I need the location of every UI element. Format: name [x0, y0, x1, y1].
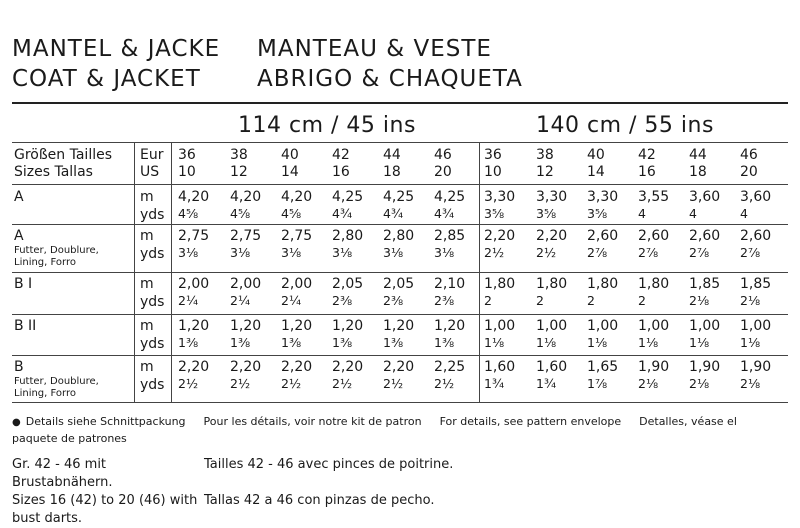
metre-value: 3,60: [689, 189, 721, 205]
title-english: COAT & JACKET: [12, 66, 201, 92]
yard-value: 4: [638, 206, 646, 221]
yard-value: 2⅛: [638, 376, 659, 391]
yard-value: 2: [484, 293, 492, 308]
table-top-rule: [12, 142, 788, 143]
metre-value: 2,00: [281, 276, 313, 292]
size-header-label: Größen Tailles: [14, 147, 113, 163]
us-size: 20: [434, 164, 452, 180]
metre-value: 2,60: [740, 228, 772, 244]
us-size: 16: [638, 164, 656, 180]
note-french: Tailles 42 - 46 avec pinces de poitrine.: [204, 457, 454, 472]
metre-value: 1,20: [332, 318, 364, 334]
us-size: 10: [178, 164, 196, 180]
metre-value: 2,60: [587, 228, 619, 244]
metre-value: 2,75: [281, 228, 313, 244]
yard-value: 2⅞: [740, 245, 761, 260]
metre-value: 1,20: [281, 318, 313, 334]
yard-value: 2½: [536, 245, 557, 260]
eur-size: 42: [332, 147, 350, 163]
note-german: Gr. 42 - 46 mit Brustabnähern.: [12, 457, 113, 490]
title-divider: [12, 102, 788, 104]
note-spanish: Tallas 42 a 46 con pinzas de pecho.: [204, 493, 435, 508]
lining-label: Lining, Forro: [14, 257, 76, 268]
yard-value: 2⅛: [740, 376, 761, 391]
yard-value: 2½: [230, 376, 251, 391]
eur-size: 44: [689, 147, 707, 163]
yard-value: 2½: [383, 376, 404, 391]
metre-value: 3,30: [587, 189, 619, 205]
eur-size: 42: [638, 147, 656, 163]
footnote-french: Pour les détails, voir notre kit de patron: [203, 415, 422, 428]
metre-value: 2,80: [383, 228, 415, 244]
metre-value: 1,00: [689, 318, 721, 334]
yard-unit-label: yds: [140, 377, 165, 393]
metre-value: 2,20: [383, 359, 415, 375]
row-divider: [12, 355, 788, 356]
metre-unit-label: m: [140, 359, 154, 375]
yard-value: 2½: [434, 376, 455, 391]
metre-value: 4,20: [178, 189, 210, 205]
lining-label: Lining, Forro: [14, 388, 76, 399]
yard-value: 1⅛: [689, 335, 710, 350]
yard-value: 2: [587, 293, 595, 308]
yard-value: 2⅜: [434, 293, 455, 308]
eur-size: 38: [536, 147, 554, 163]
yard-value: 4⅝: [178, 206, 199, 221]
yard-value: 2½: [281, 376, 302, 391]
yard-value: 2⅞: [638, 245, 659, 260]
metre-value: 1,00: [740, 318, 772, 334]
yard-value: 2½: [332, 376, 353, 391]
yard-value: 2⅜: [383, 293, 404, 308]
yard-value: 4¾: [434, 206, 455, 221]
metre-value: 2,20: [230, 359, 262, 375]
metre-value: 2,25: [434, 359, 466, 375]
metre-value: 1,20: [178, 318, 210, 334]
metre-value: 1,00: [587, 318, 619, 334]
metre-value: 4,20: [281, 189, 313, 205]
yard-value: 1⅜: [281, 335, 302, 350]
table-bottom-rule: [12, 402, 788, 403]
yard-value: 3⅛: [281, 245, 302, 260]
us-size: 16: [332, 164, 350, 180]
yard-value: 1¾: [484, 376, 505, 391]
metre-value: 1,00: [484, 318, 516, 334]
yard-value: 1⅜: [230, 335, 251, 350]
eur-size: 40: [281, 147, 299, 163]
title-spanish: ABRIGO & CHAQUETA: [257, 66, 523, 92]
yard-value: 1⅛: [740, 335, 761, 350]
metre-value: 4,25: [332, 189, 364, 205]
metre-value: 4,25: [434, 189, 466, 205]
yard-value: 1⅜: [383, 335, 404, 350]
eur-size: 44: [383, 147, 401, 163]
piece-label: B I: [14, 276, 33, 292]
yard-value: 1⅜: [178, 335, 199, 350]
metre-value: 2,60: [689, 228, 721, 244]
metre-unit-label: m: [140, 318, 154, 334]
piece-label: A: [14, 228, 24, 244]
yard-value: 2⅞: [587, 245, 608, 260]
us-size: 12: [536, 164, 554, 180]
lining-label: Futter, Doublure,: [14, 245, 99, 256]
footnote-german: Details siehe Schnittpackung: [25, 415, 186, 428]
piece-label: B II: [14, 318, 37, 334]
yard-value: 1⅜: [332, 335, 353, 350]
us-size: 14: [281, 164, 299, 180]
bust-dart-notes: [12, 456, 453, 528]
metre-value: 3,55: [638, 189, 670, 205]
yard-value: 4: [740, 206, 748, 221]
eur-size: 38: [230, 147, 248, 163]
metre-value: 1,80: [587, 276, 619, 292]
fabric-width-114: 114 cm / 45 ins: [238, 113, 416, 138]
note-english: Sizes 16 (42) to 20 (46) with bust darts.: [12, 493, 198, 526]
yard-value: 4⅝: [230, 206, 251, 221]
fabric-width-140: 140 cm / 55 ins: [536, 113, 714, 138]
yard-value: 3⅛: [383, 245, 404, 260]
yard-value: 2⅛: [740, 293, 761, 308]
metre-value: 3,30: [484, 189, 516, 205]
metre-value: 1,60: [536, 359, 568, 375]
metre-value: 2,60: [638, 228, 670, 244]
eur-unit-label: Eur: [140, 147, 164, 163]
metre-value: 2,80: [332, 228, 364, 244]
metre-value: 3,30: [536, 189, 568, 205]
metre-unit-label: m: [140, 276, 154, 292]
metre-value: 2,05: [383, 276, 415, 292]
metre-value: 2,00: [178, 276, 210, 292]
row-divider: [12, 224, 788, 225]
metre-value: 2,75: [230, 228, 262, 244]
title-french: MANTEAU & VESTE: [257, 36, 492, 62]
metre-value: 4,25: [383, 189, 415, 205]
yard-value: 3⅛: [230, 245, 251, 260]
yard-value: 2¼: [230, 293, 251, 308]
bullet-icon: ●: [12, 417, 21, 428]
us-unit-label: US: [140, 164, 160, 180]
metre-value: 1,20: [434, 318, 466, 334]
metre-value: 1,60: [484, 359, 516, 375]
metre-value: 1,20: [383, 318, 415, 334]
us-size: 14: [587, 164, 605, 180]
yard-value: 3⅛: [332, 245, 353, 260]
yard-value: 2: [638, 293, 646, 308]
pattern-details-footnote: [12, 414, 772, 447]
eur-size: 46: [740, 147, 758, 163]
eur-size: 36: [178, 147, 196, 163]
yard-value: 1⅛: [484, 335, 505, 350]
chart-title: [12, 34, 523, 94]
row-divider: [12, 184, 788, 185]
yard-value: 4⅝: [281, 206, 302, 221]
metre-unit-label: m: [140, 228, 154, 244]
eur-size: 36: [484, 147, 502, 163]
eur-size: 46: [434, 147, 452, 163]
metre-value: 2,05: [332, 276, 364, 292]
us-size: 18: [689, 164, 707, 180]
metre-value: 2,00: [230, 276, 262, 292]
metre-value: 4,20: [230, 189, 262, 205]
yard-value: 1¾: [536, 376, 557, 391]
yard-value: 1⅛: [587, 335, 608, 350]
metre-value: 1,90: [638, 359, 670, 375]
metre-value: 1,90: [689, 359, 721, 375]
size-header-label: Sizes Tallas: [14, 164, 93, 180]
us-size: 10: [484, 164, 502, 180]
yard-value: 3⅝: [484, 206, 505, 221]
yard-unit-label: yds: [140, 294, 165, 310]
yard-unit-label: yds: [140, 336, 165, 352]
footnote-english: For details, see pattern envelope: [439, 415, 622, 428]
title-german: MANTEL & JACKE: [12, 36, 221, 62]
footnote-spanish: Detalles, véase el paquete de patrones: [12, 415, 737, 445]
piece-label: A: [14, 189, 24, 205]
eur-size: 40: [587, 147, 605, 163]
yard-value: 1⅜: [434, 335, 455, 350]
metre-value: 2,20: [536, 228, 568, 244]
lining-label: Futter, Doublure,: [14, 376, 99, 387]
metre-value: 2,10: [434, 276, 466, 292]
yard-value: 2¼: [178, 293, 199, 308]
metre-value: 2,75: [178, 228, 210, 244]
metre-value: 2,20: [178, 359, 210, 375]
yard-unit-label: yds: [140, 246, 165, 262]
metre-value: 2,20: [281, 359, 313, 375]
metre-value: 1,80: [638, 276, 670, 292]
yard-value: 3⅛: [434, 245, 455, 260]
metre-value: 2,85: [434, 228, 466, 244]
metre-value: 1,00: [536, 318, 568, 334]
yard-value: 2⅞: [689, 245, 710, 260]
metre-value: 1,85: [689, 276, 721, 292]
yard-value: 4¾: [383, 206, 404, 221]
us-size: 20: [740, 164, 758, 180]
metre-value: 1,65: [587, 359, 619, 375]
row-divider: [12, 314, 788, 315]
metre-value: 2,20: [332, 359, 364, 375]
yard-value: 2⅜: [332, 293, 353, 308]
yard-value: 2½: [178, 376, 199, 391]
us-size: 12: [230, 164, 248, 180]
metre-value: 1,00: [638, 318, 670, 334]
piece-label: B: [14, 359, 24, 375]
row-divider: [12, 272, 788, 273]
yard-value: 2⅛: [689, 293, 710, 308]
yard-value: 2¼: [281, 293, 302, 308]
yard-value: 2⅛: [689, 376, 710, 391]
metre-value: 3,60: [740, 189, 772, 205]
yard-value: 1⅛: [638, 335, 659, 350]
yard-value: 1⅛: [536, 335, 557, 350]
metre-value: 1,80: [536, 276, 568, 292]
yard-unit-label: yds: [140, 207, 165, 223]
yard-value: 2: [536, 293, 544, 308]
yard-value: 3⅛: [178, 245, 199, 260]
metre-unit-label: m: [140, 189, 154, 205]
yard-value: 4¾: [332, 206, 353, 221]
metre-value: 1,80: [484, 276, 516, 292]
yard-value: 1⅞: [587, 376, 608, 391]
metre-value: 1,90: [740, 359, 772, 375]
yard-value: 4: [689, 206, 697, 221]
yard-value: 2½: [484, 245, 505, 260]
metre-value: 2,20: [484, 228, 516, 244]
yard-value: 3⅝: [536, 206, 557, 221]
us-size: 18: [383, 164, 401, 180]
yard-value: 3⅝: [587, 206, 608, 221]
metre-value: 1,85: [740, 276, 772, 292]
metre-value: 1,20: [230, 318, 262, 334]
